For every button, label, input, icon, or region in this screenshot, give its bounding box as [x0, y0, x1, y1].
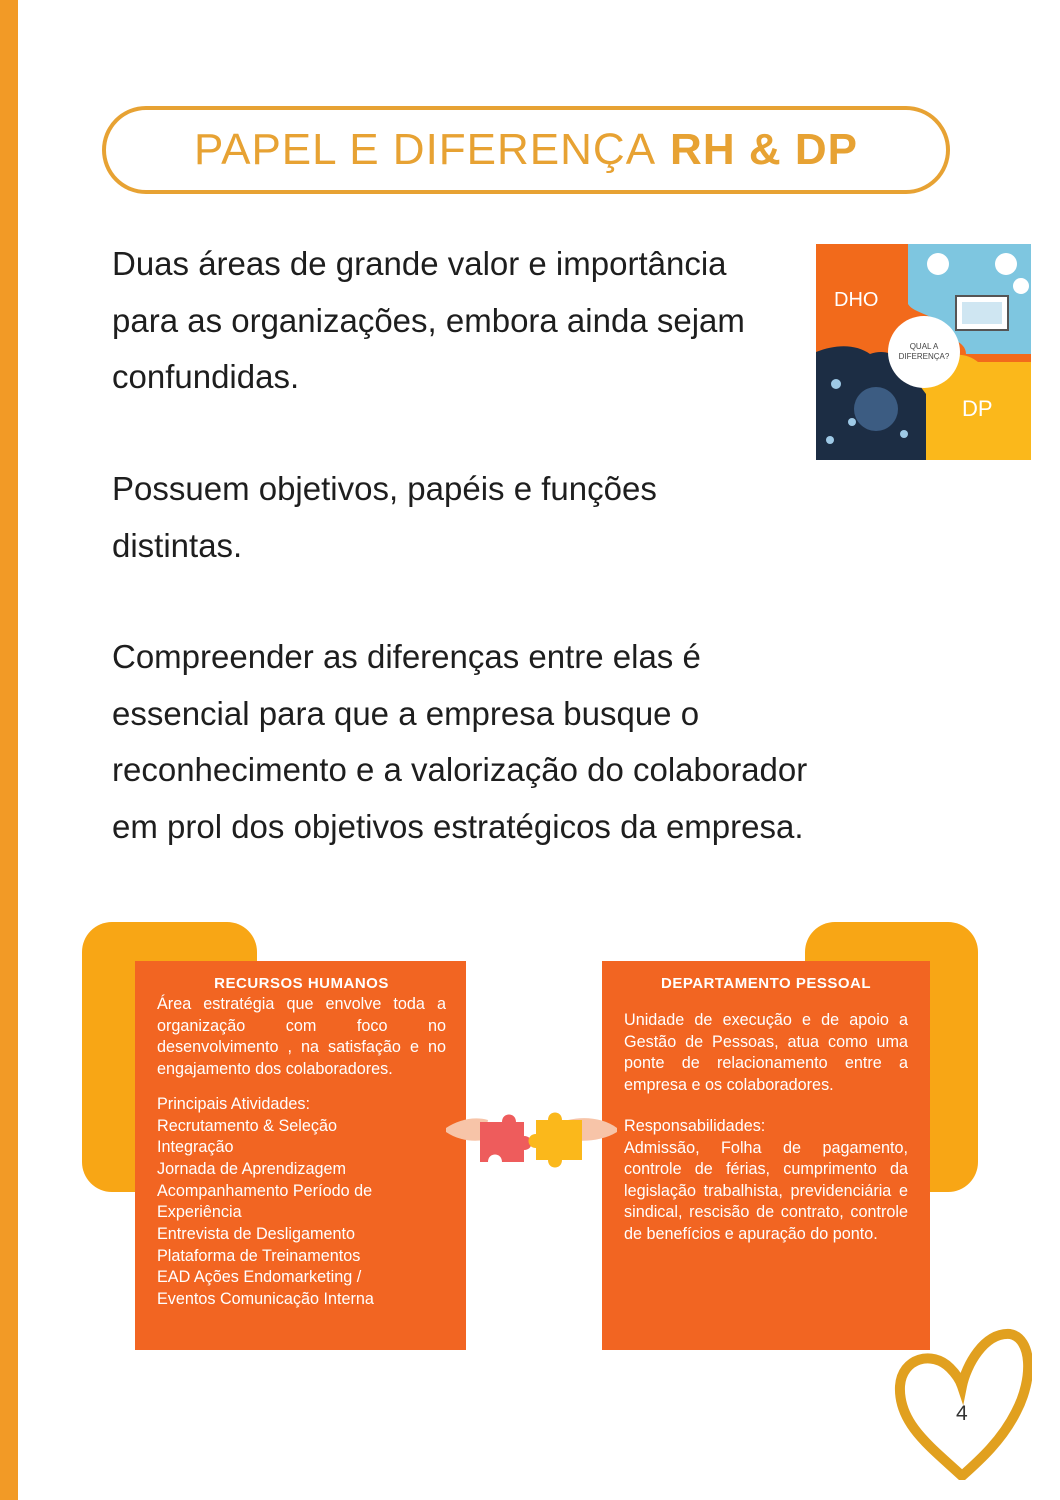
- intro-paragraph-2: Possuem objetivos, papéis e funções distintas.: [112, 470, 657, 564]
- dp-description: Unidade de execução e de apoio a Gestão de Pessoas, atua como uma ponte de relacionamento entre a empresa e os colaboradores.: [624, 1011, 908, 1094]
- dp-responsibilities-title: Responsabilidades:: [624, 1117, 766, 1135]
- list-item: EAD Ações Endomarketing /: [157, 1268, 362, 1287]
- intro-paragraph-1: Duas áreas de grande valor e importância para as organizações, embora ainda sejam confundidas.: [112, 245, 745, 395]
- list-item: Jornada de Aprendizagem: [157, 1159, 346, 1178]
- rh-description: Área estratégia que envolve toda a organização com foco no desenvolvimento , na satisfação e no engajamento dos colaboradores.: [157, 995, 446, 1078]
- left-accent-bar: [0, 0, 18, 1500]
- svg-text:QUAL A: QUAL A: [909, 342, 939, 351]
- dp-responsibilities: Admissão, Folha de pagamento, controle de férias, cumprimento da legislação trabalhista, previdenciária e sindical, rescisão de contrato, controle de benefícios e apuração do ponto.: [624, 1138, 908, 1243]
- list-item: Recrutamento & Seleção: [157, 1116, 337, 1135]
- dp-heading: DEPARTAMENTO PESSOAL: [660, 975, 872, 992]
- title-bold: RH & DP: [670, 125, 858, 174]
- dp-card: [602, 961, 930, 1350]
- page-number: 4: [956, 1402, 968, 1425]
- list-item: Integração: [157, 1138, 234, 1157]
- puzzle-hands-icon: [444, 1106, 619, 1176]
- rh-heading: RECURSOS HUMANOS: [214, 975, 389, 992]
- list-item: Plataforma de Treinamentos: [157, 1246, 361, 1265]
- dho-dp-puzzle-image: [816, 244, 1031, 460]
- list-item: Entrevista de Desligamento: [157, 1225, 355, 1244]
- svg-text:DP: DP: [962, 396, 993, 421]
- list-item: Acompanhamento Período de Experiência: [157, 1181, 373, 1222]
- rh-activities-title: Principais Atividades:: [157, 1095, 310, 1113]
- list-item: Eventos Comunicação Interna: [157, 1290, 374, 1309]
- svg-text:DIFERENÇA?: DIFERENÇA?: [898, 352, 950, 361]
- intro-paragraph-3: Compreender as diferenças entre elas é essencial para que a empresa busque o reconhecimento e a valorização do colaborador em prol dos objetivos estratégicos da empresa.: [112, 638, 808, 845]
- rh-card: [135, 961, 466, 1350]
- rh-activities-list: [157, 1116, 446, 1311]
- title-light: PAPEL E DIFERENÇA: [194, 125, 657, 174]
- svg-text:DHO: DHO: [834, 289, 879, 311]
- page-title: [102, 106, 950, 194]
